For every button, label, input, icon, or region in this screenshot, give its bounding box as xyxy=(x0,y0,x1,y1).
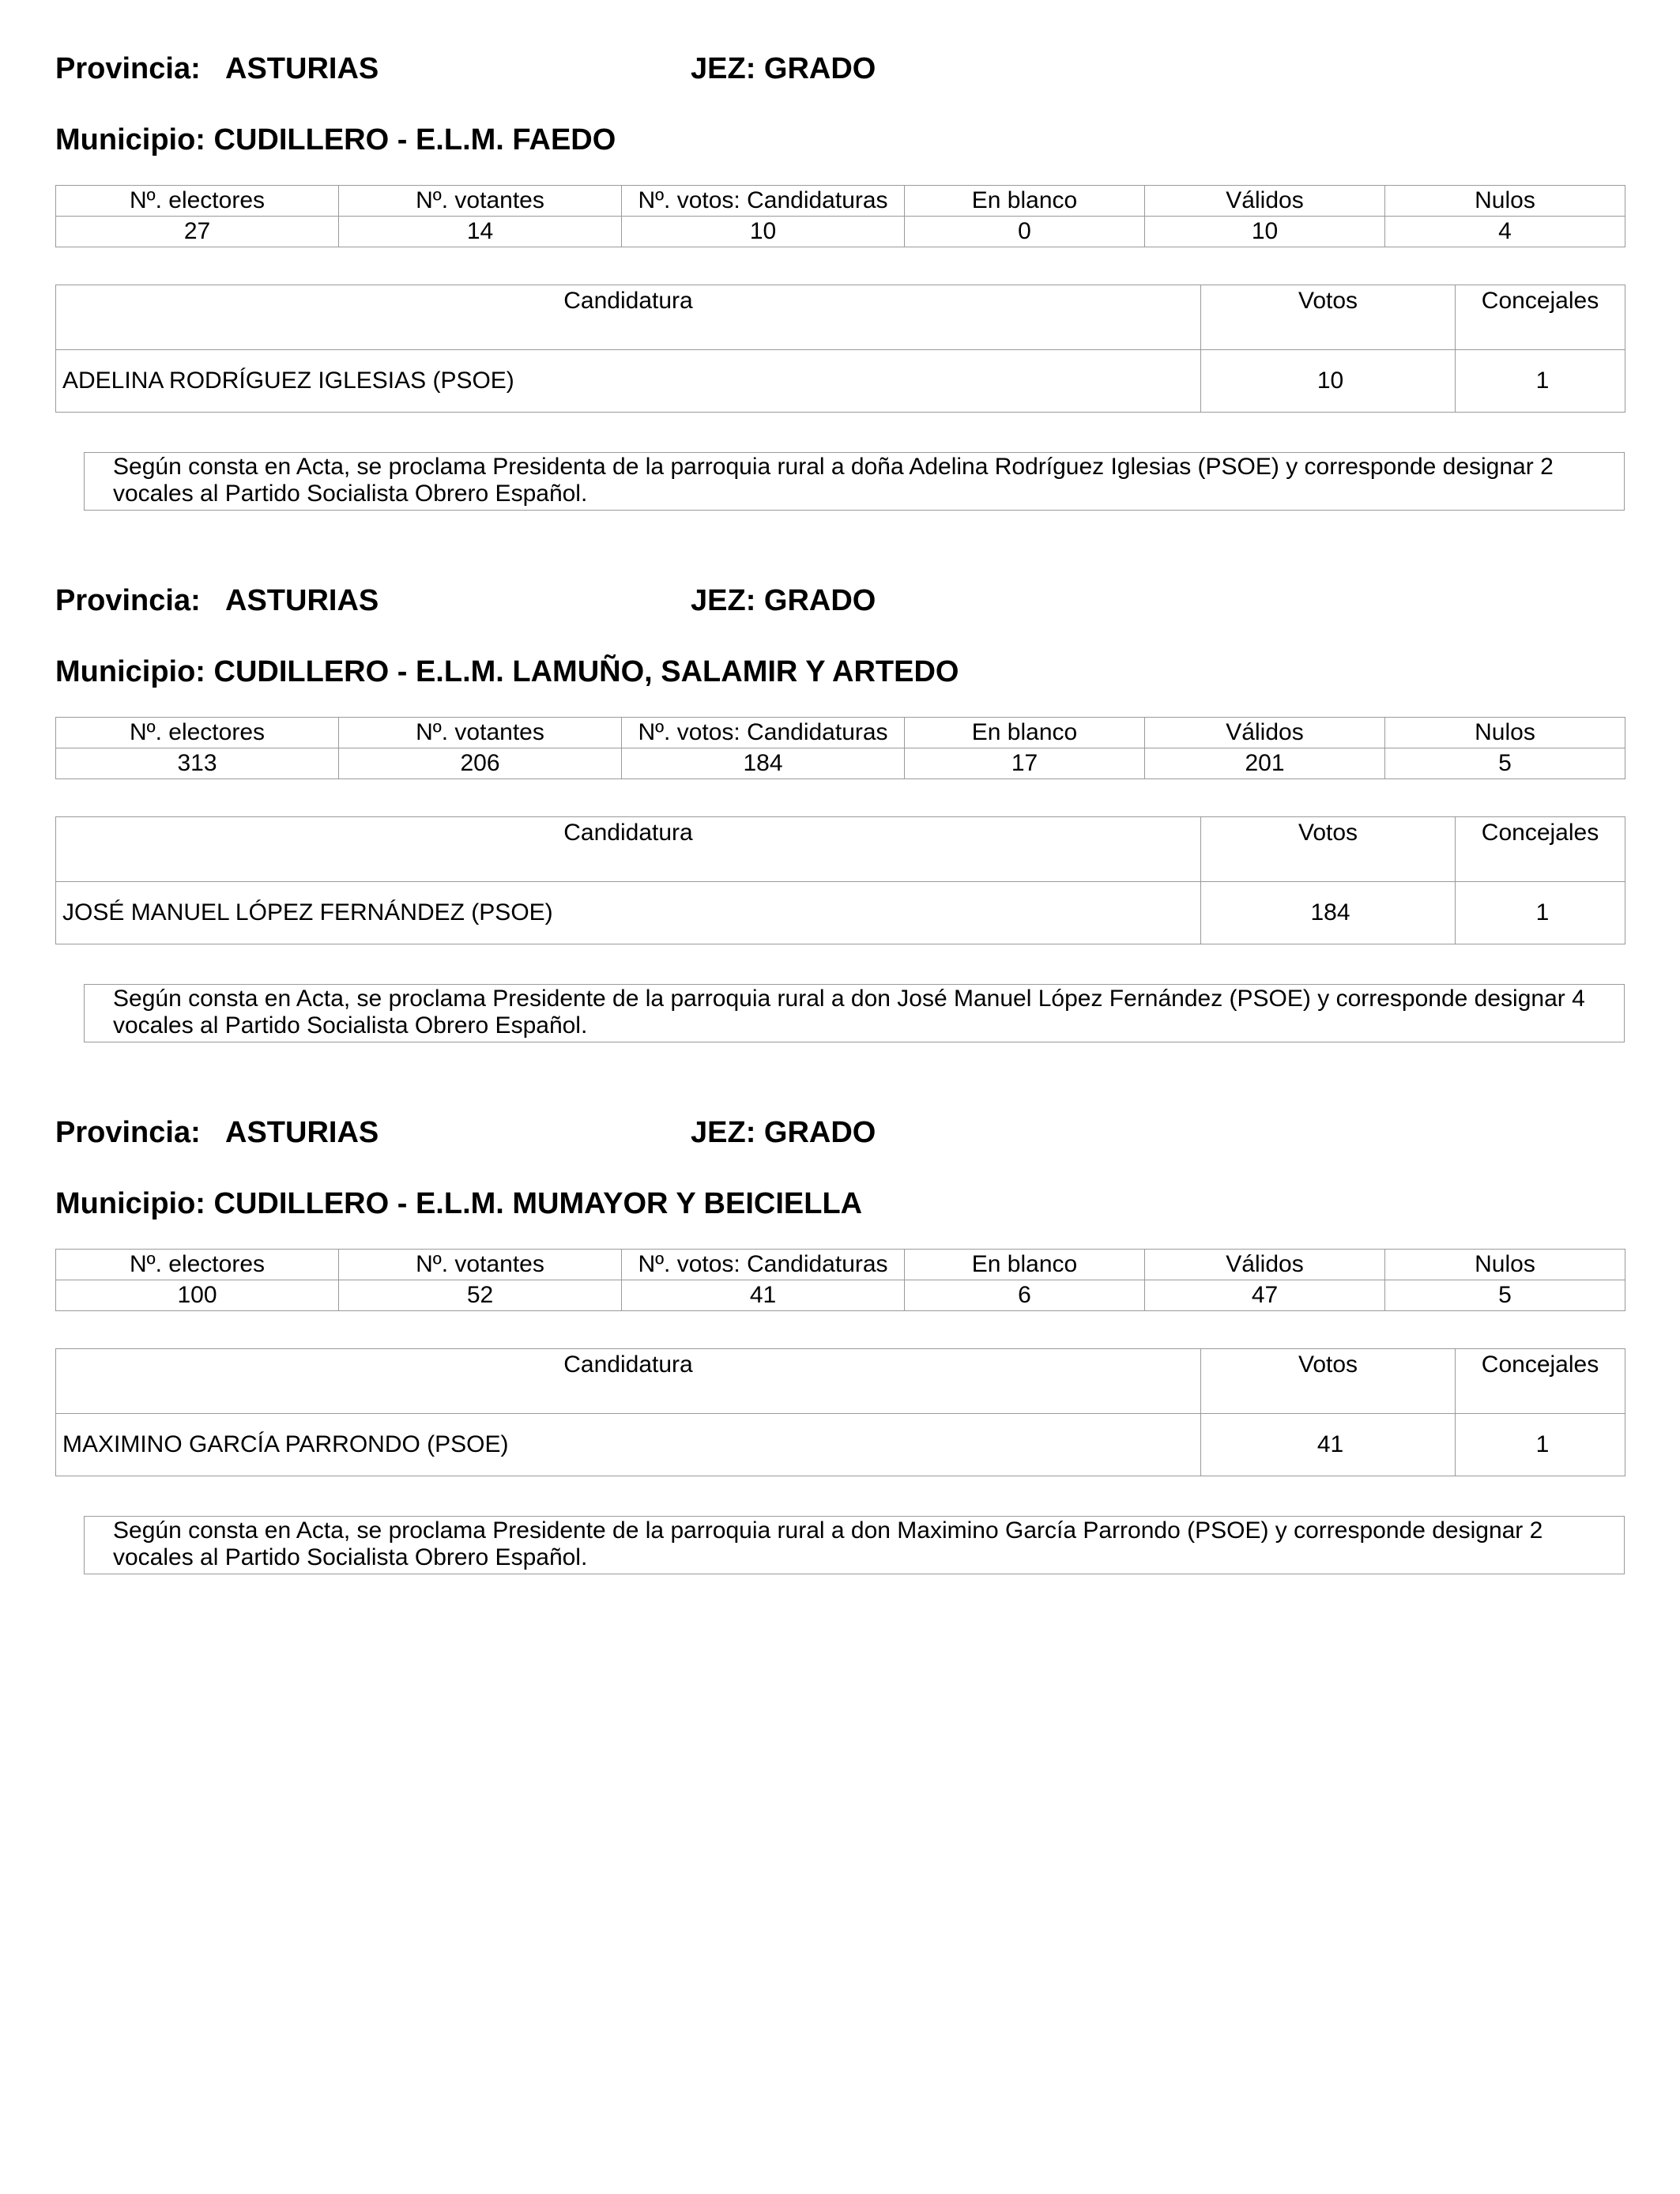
stats-table xyxy=(55,185,1625,247)
jez-label: JEZ: GRADO xyxy=(691,1116,876,1149)
stats-header-electores: Nº. electores xyxy=(56,186,339,217)
stats-value-nulos: 5 xyxy=(1385,748,1625,779)
municipio-label: Municipio: xyxy=(55,1187,205,1220)
provincia-value: ASTURIAS xyxy=(225,52,379,85)
candidate-votos: 10 xyxy=(1201,350,1456,413)
header-concejales: Concejales xyxy=(1456,285,1625,350)
stats-header-votantes: Nº. votantes xyxy=(339,186,622,217)
candidate-concejales: 1 xyxy=(1456,1414,1625,1476)
header-votos: Votos xyxy=(1201,1349,1456,1414)
header-votos: Votos xyxy=(1201,817,1456,882)
section-faedo xyxy=(55,46,1625,507)
stats-header-nulos: Nulos xyxy=(1385,186,1625,217)
stats-header-nulos: Nulos xyxy=(1385,718,1625,748)
section-mumayor xyxy=(55,1110,1625,1570)
header-candidatura: Candidatura xyxy=(56,1349,1201,1414)
candidates-table xyxy=(55,816,1625,944)
stats-value-electores: 313 xyxy=(56,748,339,779)
municipio-line xyxy=(55,117,616,163)
stats-header-votos-candidaturas: Nº. votos: Candidaturas xyxy=(622,1250,905,1280)
municipio-line xyxy=(55,1181,862,1227)
proclamation-note: Según consta en Acta, se proclama Presidenta de la parroquia rural a doña Adelina Rodríguez Iglesias (PSOE) y corresponde designar 2 vocales al Partido Socialista Obrero Español. xyxy=(84,452,1625,511)
stats-value-electores: 100 xyxy=(56,1280,339,1311)
stats-table xyxy=(55,1249,1625,1311)
candidates-table xyxy=(55,1348,1625,1476)
candidate-votos: 184 xyxy=(1201,882,1456,944)
candidate-votos: 41 xyxy=(1201,1414,1456,1476)
stats-header-en-blanco: En blanco xyxy=(905,186,1145,217)
candidates-header-row xyxy=(56,1349,1625,1414)
header-concejales: Concejales xyxy=(1456,1349,1625,1414)
stats-header-votos-candidaturas: Nº. votos: Candidaturas xyxy=(622,186,905,217)
header-concejales: Concejales xyxy=(1456,817,1625,882)
stats-value-electores: 27 xyxy=(56,217,339,247)
jez-label: JEZ: GRADO xyxy=(691,584,876,617)
stats-header-votantes: Nº. votantes xyxy=(339,718,622,748)
stats-header-validos: Válidos xyxy=(1145,1250,1385,1280)
stats-value-votos-candidaturas: 10 xyxy=(622,217,905,247)
stats-value-votantes: 52 xyxy=(339,1280,622,1311)
stats-value-nulos: 5 xyxy=(1385,1280,1625,1311)
stats-value-validos: 10 xyxy=(1145,217,1385,247)
stats-header-votos-candidaturas: Nº. votos: Candidaturas xyxy=(622,718,905,748)
stats-value-votos-candidaturas: 184 xyxy=(622,748,905,779)
stats-value-validos: 201 xyxy=(1145,748,1385,779)
candidate-name: ADELINA RODRÍGUEZ IGLESIAS (PSOE) xyxy=(56,350,1201,413)
candidates-header-row xyxy=(56,817,1625,882)
stats-header-row xyxy=(56,718,1625,748)
header-candidatura: Candidatura xyxy=(56,285,1201,350)
stats-value-en-blanco: 17 xyxy=(905,748,1145,779)
stats-header-row xyxy=(56,1250,1625,1280)
municipio-line xyxy=(55,649,959,695)
provincia-label: Provincia: xyxy=(55,1116,201,1149)
section-lamuno xyxy=(55,578,1625,1039)
candidate-name: JOSÉ MANUEL LÓPEZ FERNÁNDEZ (PSOE) xyxy=(56,882,1201,944)
stats-value-row xyxy=(56,748,1625,779)
provincia-value: ASTURIAS xyxy=(225,1116,379,1149)
stats-header-row xyxy=(56,186,1625,217)
provincia-label: Provincia: xyxy=(55,584,201,617)
stats-value-row xyxy=(56,217,1625,247)
candidates-header-row xyxy=(56,285,1625,350)
stats-value-row xyxy=(56,1280,1625,1311)
stats-header-electores: Nº. electores xyxy=(56,1250,339,1280)
proclamation-note: Según consta en Acta, se proclama Presidente de la parroquia rural a don Maximino García Parrondo (PSOE) y corresponde designar 2 vocales al Partido Socialista Obrero Español. xyxy=(84,1516,1625,1574)
candidate-concejales: 1 xyxy=(1456,350,1625,413)
stats-header-en-blanco: En blanco xyxy=(905,1250,1145,1280)
province-line xyxy=(55,46,1625,92)
stats-header-validos: Válidos xyxy=(1145,718,1385,748)
candidate-concejales: 1 xyxy=(1456,882,1625,944)
candidate-row xyxy=(56,350,1625,413)
stats-header-en-blanco: En blanco xyxy=(905,718,1145,748)
municipio-label: Municipio: xyxy=(55,123,205,156)
stats-value-validos: 47 xyxy=(1145,1280,1385,1311)
header-votos: Votos xyxy=(1201,285,1456,350)
provincia-label: Provincia: xyxy=(55,52,201,85)
stats-header-validos: Válidos xyxy=(1145,186,1385,217)
stats-header-votantes: Nº. votantes xyxy=(339,1250,622,1280)
province-line xyxy=(55,578,1625,624)
candidate-name: MAXIMINO GARCÍA PARRONDO (PSOE) xyxy=(56,1414,1201,1476)
candidate-row xyxy=(56,882,1625,944)
stats-value-en-blanco: 6 xyxy=(905,1280,1145,1311)
stats-header-nulos: Nulos xyxy=(1385,1250,1625,1280)
candidates-table xyxy=(55,285,1625,413)
stats-value-nulos: 4 xyxy=(1385,217,1625,247)
municipio-value: CUDILLERO - E.L.M. FAEDO xyxy=(213,123,616,156)
stats-value-votos-candidaturas: 41 xyxy=(622,1280,905,1311)
municipio-value: CUDILLERO - E.L.M. MUMAYOR Y BEICIELLA xyxy=(213,1187,863,1220)
province-line xyxy=(55,1110,1625,1155)
candidate-row xyxy=(56,1414,1625,1476)
municipio-label: Municipio: xyxy=(55,655,205,688)
provincia-value: ASTURIAS xyxy=(225,584,379,617)
header-candidatura: Candidatura xyxy=(56,817,1201,882)
stats-table xyxy=(55,717,1625,779)
stats-value-votantes: 206 xyxy=(339,748,622,779)
stats-value-en-blanco: 0 xyxy=(905,217,1145,247)
proclamation-note: Según consta en Acta, se proclama Presidente de la parroquia rural a don José Manuel López Fernández (PSOE) y corresponde designar 4 vocales al Partido Socialista Obrero Español. xyxy=(84,984,1625,1042)
jez-label: JEZ: GRADO xyxy=(691,52,876,85)
stats-value-votantes: 14 xyxy=(339,217,622,247)
municipio-value: CUDILLERO - E.L.M. LAMUÑO, SALAMIR Y ARTEDO xyxy=(213,655,959,688)
stats-header-electores: Nº. electores xyxy=(56,718,339,748)
